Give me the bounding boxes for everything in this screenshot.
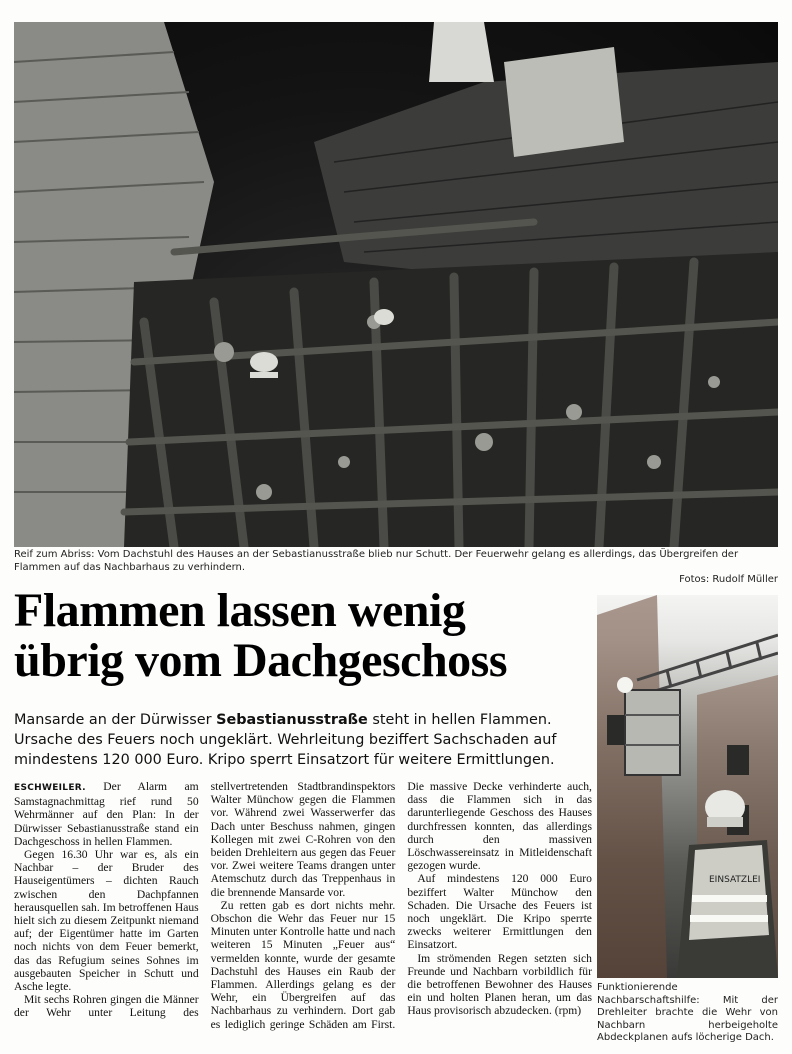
subhead-street: Sebastianusstraße <box>216 712 368 728</box>
main-photo-burned-roof <box>14 22 778 547</box>
vest-lettering: EINSATZLEI <box>709 875 761 885</box>
firefighter-illustration <box>597 595 778 978</box>
article-p3: Mit sechs Rohren gingen die Männer der Wehr unter Leitung des stellvertretenden Stadtbrandinspektors Walter Münchow gegen die Flammen vor. Während zwei Wasserwerfer das Dach unter Beschuss nahmen, gingen Kollegen mit zwei C-Rohren von den beiden Drehleitern aus gegen das Feuer vor. Zwei weitere Teams drangen unter Atemschutz durch das Treppenhaus in die brennende Mansarde vor. <box>14 780 396 1020</box>
dateline: ESCHWEILER. <box>14 783 86 793</box>
article-p5: Auf mindestens 120 000 Euro beziffert Walter Münchow den Schaden. Die Ursache des Feuers ist noch ungeklärt. Die Kripo sperrte zwecks weiterer Ermittlungen den Einsatzort. <box>407 872 592 952</box>
burned-roof-illustration <box>14 22 778 547</box>
caption-text: Reif zum Abriss: Vom Dachstuhl des Hauses an der Sebastianusstraße blieb nur Schutt. Der Feuerwehr gelang es allerdings, das Übergreifen der Flammen auf das Nachbarhaus zu verhindern. <box>14 549 739 573</box>
side-photo-firefighter <box>597 595 778 978</box>
article-p1: Der Alarm am Samstagnachmittag rief rund 50 Wehrmänner auf den Plan: In der Dürwisser Sebastianusstraße stand ein Dachgeschoss in hellen Flammen. <box>14 780 199 848</box>
article-paragraph <box>14 780 199 848</box>
headline-line-2: übrig vom Dachgeschoss <box>14 634 508 687</box>
subhead-part-1: Mansarde an der Dürwisser <box>14 712 217 728</box>
article-p6: Im strömenden Regen setzten sich Freunde und Nachbarn vorbildlich für die betroffenen Bewohner des Hauses ein und holten Planen heran, um das Haus provisorisch abzudecken. (rpm) <box>407 951 592 1018</box>
side-photo-caption: Funktionierende Nachbarschaftshilfe: Mit der Drehleiter brachte die Wehr von Nachbarn herbeigeholte Abdeckplanen aufs löcherige Dach. <box>597 982 778 1043</box>
article-p2: Gegen 16.30 Uhr war es, als ein Nachbar – der Bruder des Hauseigentümers – dichten Rauch zwischen den Dachpfannen herausquellen sah. Im betroffenen Haus hielt sich zu diesem Zeitpunkt niemand auf; der Eigentümer hatte im Garten noch nichts von dem Feuer bemerkt, das das Refugium seines Sohnes im ausgebauten Speicher in Schutt und Asche legte. <box>14 848 199 994</box>
headline <box>14 586 586 686</box>
subhead-part-2: steht in hellen Flammen. Ursache des Feuers noch ungeklärt. Wehrleitung beziffert Sachschaden auf mindestens 120 000 Euro. Kripo sperrt Einsatzort für weitere Ermittlungen. <box>14 712 557 768</box>
article-body <box>14 780 592 1042</box>
photo-caption <box>14 549 778 587</box>
photo-credit: Fotos: Rudolf Müller <box>679 574 778 585</box>
headline-line-1: Flammen lassen wenig <box>14 584 466 637</box>
subheadline <box>14 710 592 770</box>
article-p4: Zu retten gab es dort nichts mehr. Obschon die Wehr das Feuer nur 15 Minuten unter Kontrolle hatte und nach weiteren 15 Minuten „Feuer aus“ vermelden konnte, wurde der gesamte Dachstuhl des Hauses ein Raub der Flammen. Allerdings gelang es der Wehr, ein Übergreifen auf das Nachbarhaus zu verhindern. Dort gab es lediglich geringe Schäden am First. Die massive Decke verhinderte auch, dass die Flammen sich in das darunterliegende Geschoss des Hauses durchfressen konnten, das allerdings durch den massiven Löschwassereinsatz in Mitleidenschaft gezogen wurde. <box>210 780 592 1031</box>
